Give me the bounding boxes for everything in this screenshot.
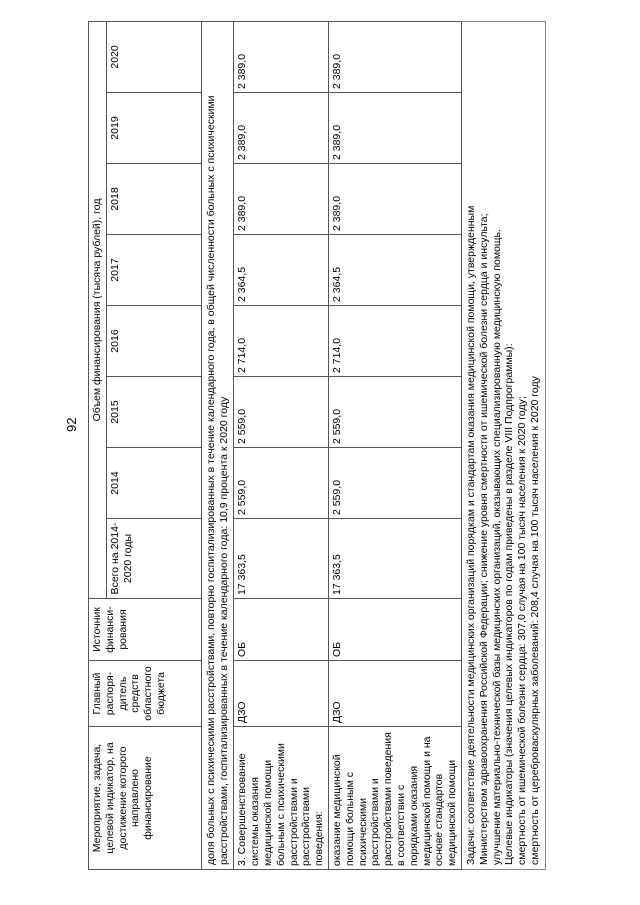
row-source: ОБ	[234, 599, 329, 661]
row-year-value: 2 559,0	[328, 377, 461, 448]
row-total: 17 363,5	[328, 519, 461, 599]
header-year: 2015	[106, 377, 201, 448]
row-year-value: 2 559,0	[234, 377, 329, 448]
header-volume: Объем финансирования (тысяча рублей), год	[89, 21, 107, 598]
row-year-value: 2 389,0	[234, 93, 329, 164]
tasks-row	[461, 21, 545, 869]
header-source: Источник финанси-рования	[89, 599, 202, 661]
row-year-value: 2 389,0	[234, 164, 329, 235]
row-year-value: 2 389,0	[328, 21, 461, 92]
header-year: 2020	[106, 21, 201, 92]
row-year-value: 2 364,5	[234, 235, 329, 306]
row-event: 3. Совершенствование системы оказания медицинской помощи больным с психическими расстройствами и расстройствами поведения:	[234, 727, 329, 870]
row-event: оказание медицинской помощи больным с психическими расстройствами и расстройствами поведения в соответствии с порядками оказания медицинской помощи и на основе стандартов медицинской помощи	[328, 727, 461, 870]
tasks-line: смертность от цереброваскулярных заболеваний: 208,4 случая на 100 тысяч населения к 2020 году	[528, 376, 541, 865]
page-number: 92	[64, 417, 79, 432]
row-year-value: 2 559,0	[328, 448, 461, 519]
row-year-value: 2 364,5	[328, 235, 461, 306]
indicator-row	[201, 21, 234, 869]
header-row-1	[89, 21, 107, 869]
header-manager: Главный распоря-дитель средств областного бюджета	[89, 661, 202, 727]
table-row	[328, 21, 461, 869]
header-year: 2014	[106, 448, 201, 519]
header-total: Всего на 2014-2020 годы	[106, 519, 201, 599]
row-total: 17 363,5	[234, 519, 329, 599]
header-year: 2019	[106, 93, 201, 164]
tasks-line: Задачи: соответствие деятельности медицинских организаций порядкам и стандартам оказания медицинской помощи, утвержденным	[464, 205, 477, 865]
tasks-line: смертность от ишемической болезни сердца: 307,0 случая на 100 тысяч населения к 2020 году;	[516, 396, 529, 865]
header-year: 2016	[106, 306, 201, 377]
rotated-table-container	[88, 22, 588, 870]
row-year-value: 2 389,0	[328, 164, 461, 235]
row-source: ОБ	[328, 599, 461, 661]
header-year: 2018	[106, 164, 201, 235]
financing-table	[88, 21, 546, 870]
header-event: Мероприятие, задача, целевой индикатор, на достижение которого направлено финансирование	[89, 727, 202, 870]
row-year-value: 2 389,0	[234, 21, 329, 92]
tasks-line: Министерством здравоохранения Российской Федерации; снижение уровня смертности от ишемической болезни сердца и инсульта;	[477, 213, 490, 865]
row-year-value: 2 714,0	[328, 306, 461, 377]
tasks-line: Целевые индикаторы (значения целевых индикаторов по годам приведены в разделе VIII Подпрограммы):	[503, 343, 516, 865]
table-row	[234, 21, 329, 869]
indicator-text: доля больных с психическими расстройствами, повторно госпитализированных в течение календарного года, в общей численности больных с психическими расстройствами, госпитализированных в течение календарного года: 10,9 процента к 2020 году	[201, 21, 234, 869]
row-year-value: 2 714,0	[234, 306, 329, 377]
tasks-line: улучшение материально-технической базы медицинских организаций, оказывающих специализированную медицинскую помощь.	[490, 229, 503, 865]
row-year-value: 2 559,0	[234, 448, 329, 519]
row-manager: ДЗО	[328, 661, 461, 727]
header-year: 2017	[106, 235, 201, 306]
tasks-text	[461, 21, 545, 869]
row-manager: ДЗО	[234, 661, 329, 727]
row-year-value: 2 389,0	[328, 93, 461, 164]
